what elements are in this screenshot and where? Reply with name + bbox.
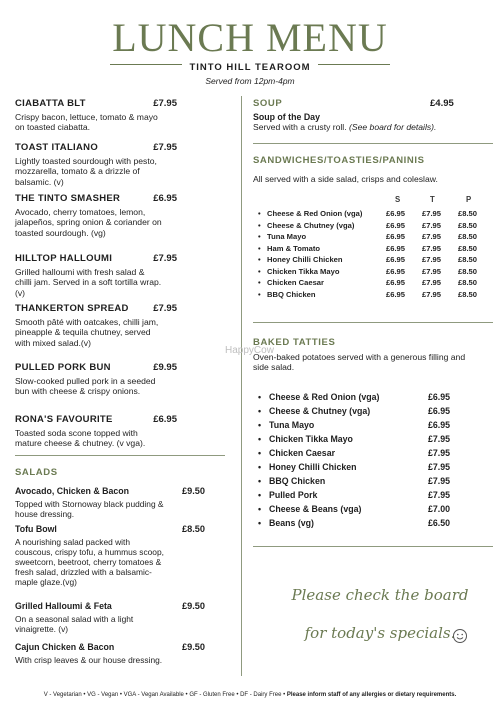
price-s: £6.95 [386,220,406,230]
row-price: £6.95 [428,420,451,430]
item-name: PULLED PORK BUN [15,362,111,373]
row-price: £6.95 [428,392,451,402]
menu-item [15,414,227,449]
bullet: • [258,243,261,253]
item-name: THE TINTO SMASHER [15,193,121,204]
soup-heading: SOUP [253,98,283,109]
menu-item [15,362,227,397]
table-row [258,462,458,476]
row-price: £6.50 [428,518,451,528]
row-price: £7.95 [428,476,451,486]
table-row [258,255,488,267]
row-price: £6.95 [428,406,451,416]
divider [253,143,493,144]
price-t: £7.95 [422,209,442,218]
table-row [258,392,458,406]
item-desc: Lightly toasted sourdough with pesto, mozzarella, tomato & a drizzle of balsamic. (v) [15,156,157,187]
table-row [258,518,458,532]
item-name: TOAST ITALIANO [15,142,99,153]
price-p: £8.50 [458,243,478,253]
divider [15,455,225,456]
row-name: Chicken Caesar [267,278,324,287]
price-s: £6.95 [386,209,406,218]
row-name: BBQ Chicken [267,289,316,299]
item-desc: Grilled halloumi with fresh salad & chilli jam. Served in a soft tortilla wrap. (v) [15,267,162,298]
col-p-header: P [466,195,472,204]
item-price: £7.95 [153,142,177,153]
bullet: • [258,278,261,287]
price-p: £8.50 [458,255,478,264]
row-price: £7.00 [428,504,451,514]
row-name: BBQ Chicken [269,476,326,486]
item-desc: Toasted soda scone topped with mature cheese & chutney. (v vga). [15,428,146,449]
price-s: £6.95 [386,255,406,264]
item-price: £9.95 [153,362,177,373]
salad-price: £9.50 [182,642,205,652]
bullet: • [258,420,262,430]
item-price: £7.95 [153,303,177,314]
price-t: £7.95 [422,289,442,299]
salad-price: £8.50 [182,524,205,534]
table-row [258,221,488,233]
price-p: £8.50 [458,209,478,218]
price-p: £8.50 [458,220,478,230]
soup-desc [253,122,493,132]
salad-price: £9.50 [182,486,205,496]
salad-name: Cajun Chicken & Bacon [15,642,115,652]
specials-line1: Please check the board [291,586,469,604]
item-desc: Crispy bacon, lettuce, tomato & mayo on toasted ciabatta. [15,112,158,133]
price-p: £8.50 [458,232,478,241]
row-name: Honey Chilli Chicken [267,255,343,264]
row-name: Beans (vg) [269,518,314,528]
bullet: • [258,476,262,486]
salad-desc: A nourishing salad packed with couscous, crispy tofu, a hummus scoop, sweetcorn, beetroot, cherry tomatoes & fresh salad, drizzled with a balsamic-maple glaze.(vg) [15,537,164,587]
price-t: £7.95 [422,278,442,287]
watermark: HappyCow [225,345,274,356]
row-name: Cheese & Chutney (vga) [267,220,355,230]
table-row [258,406,458,420]
col-t-header: T [430,195,435,204]
price-s: £6.95 [386,266,406,276]
smiley-icon [452,628,468,644]
sandwiches-intro: All served with a side salad, crisps and coleslaw. [253,174,438,184]
row-name: Honey Chilli Chicken [269,462,357,472]
price-t: £7.95 [422,232,442,241]
menu-item [15,253,227,298]
price-s: £6.95 [386,278,406,287]
item-name: RONA'S FAVOURITE [15,414,113,425]
price-t: £7.95 [422,266,442,276]
soup-name: Soup of the Day [253,112,320,122]
table-row [258,504,458,518]
menu-item [15,193,227,238]
salad-desc: With crisp leaves & our house dressing. [15,655,163,665]
item-name: HILLTOP HALLOUMI [15,253,113,264]
bullet: • [258,448,262,458]
table-row [258,290,488,302]
bullet: • [258,255,261,264]
row-price: £7.95 [428,462,451,472]
tatties-heading: BAKED TATTIES [253,337,336,348]
menu-title: LUNCH MENU [112,15,388,60]
legend-text: V - Vegetarian • VG - Vegan • VGA - Vegan Available • GF - Gluten Free • DF - Dairy Free • [43,692,286,698]
allergy-note: Please inform staff of any allergies or dietary requirements. [286,692,457,698]
specials-line2: for today's specials. [304,624,456,642]
table-row [258,232,488,244]
item-price: £7.95 [153,253,177,264]
row-price: £7.95 [428,434,451,444]
item-name: THANKERTON SPREAD [15,303,129,314]
table-row [258,420,458,434]
col-s-header: S [395,195,401,204]
bullet: • [258,220,261,230]
bullet: • [258,504,262,514]
salad-item [15,524,205,587]
row-name: Cheese & Red Onion (vga) [269,392,380,402]
row-name: Chicken Tikka Mayo [269,434,353,444]
item-desc: Smooth pâté with oatcakes, chilli jam, pineapple & tequila chutney, served with mixed salad.(v) [15,317,159,348]
bullet: • [258,434,262,444]
price-p: £8.50 [458,266,478,276]
item-price: £6.95 [153,414,177,425]
salad-name: Tofu Bowl [15,524,57,534]
price-s: £6.95 [386,289,406,299]
salad-price: £9.50 [182,601,205,611]
soup-desc-text: Served with a crusty roll. [253,122,347,132]
row-price: £7.95 [428,448,451,458]
price-s: £6.95 [386,232,406,241]
table-row [258,267,488,279]
row-name: Chicken Tikka Mayo [267,266,340,276]
item-price: £6.95 [153,193,177,204]
row-price: £7.95 [428,490,451,500]
bullet: • [258,518,262,528]
item-price: £7.95 [153,98,177,109]
bullet: • [258,392,262,402]
item-name: CIABATTA BLT [15,98,86,109]
column-divider [241,96,242,676]
row-name: Tuna Mayo [269,420,315,430]
table-row [258,448,458,462]
menu-item [15,98,227,133]
bullet: • [258,406,262,416]
footer-legend [0,692,500,698]
menu-item [15,303,227,348]
salad-item [15,486,205,519]
soup-price: £4.95 [430,98,454,109]
table-row [258,209,488,221]
soup-note: (See board for details). [349,122,437,132]
tatties-intro: Oven-baked potatoes served with a generous filling and side salad. [253,352,466,373]
divider [253,546,493,547]
bullet: • [258,209,261,218]
table-row [258,490,458,504]
row-name: Pulled Pork [269,490,318,500]
row-name: Cheese & Beans (vga) [269,504,362,514]
salad-name: Grilled Halloumi & Feta [15,601,112,611]
row-name: Chicken Caesar [269,448,336,458]
price-t: £7.95 [422,243,442,253]
bullet: • [258,490,262,500]
item-desc: Slow-cooked pulled pork in a seeded bun with cheese & crispy onions. [15,376,156,397]
price-p: £8.50 [458,278,478,287]
salad-item [15,642,205,665]
table-row [258,476,458,490]
price-t: £7.95 [422,220,442,230]
menu-item [15,142,227,187]
bullet: • [258,266,261,276]
price-p: £8.50 [458,289,478,299]
bullet: • [258,232,261,241]
salad-desc: Topped with Stornoway black pudding & house dressing. [15,499,164,519]
row-name: Cheese & Red Onion (vga) [267,209,363,218]
bullet: • [258,462,262,472]
salad-item [15,601,205,634]
salads-heading: SALADS [15,467,58,478]
row-name: Ham & Tomato [267,243,321,253]
sandwiches-heading: SANDWICHES/TOASTIES/PANINIS [253,155,425,166]
salad-name: Avocado, Chicken & Bacon [15,486,130,496]
price-t: £7.95 [422,255,442,264]
item-desc: Avocado, cherry tomatoes, lemon, jalapeños, spring onion & coriander on toasted sourdough. (vg) [15,207,162,238]
salad-desc: On a seasonal salad with a light vinaigrette. (v) [15,614,134,634]
table-row [258,244,488,256]
served-time: Served from 12pm-4pm [205,76,295,86]
table-row [258,434,458,448]
row-name: Cheese & Chutney (vga) [269,406,371,416]
divider [253,322,493,323]
price-s: £6.95 [386,243,406,253]
row-name: Tuna Mayo [267,232,307,241]
table-row [258,278,488,290]
bullet: • [258,289,261,299]
venue-name: TINTO HILL TEAROOM [189,62,311,73]
